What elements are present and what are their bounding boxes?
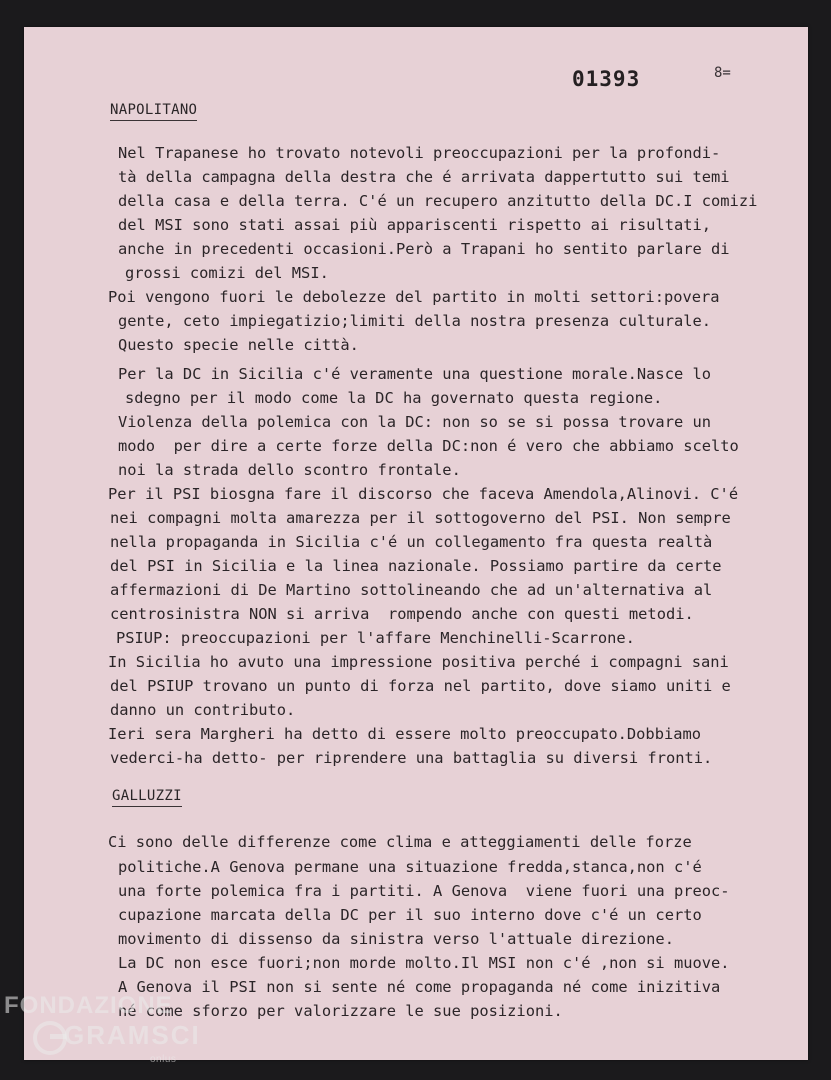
text-line: nella propaganda in Sicilia c'é un collegamento fra questa realtà [110, 533, 713, 551]
text-line: grossi comizi del MSI. [125, 264, 329, 282]
fondazione-gramsci-watermark [0, 990, 240, 1080]
text-line: PSIUP: preoccupazioni per l'affare Menchinelli-Scarrone. [116, 629, 635, 647]
text-line: nei compagni molta amarezza per il sottogoverno del PSI. Non sempre [110, 509, 731, 527]
text-line: né come sforzo per valorizzare le sue posizioni. [118, 1002, 563, 1020]
section-heading-napolitano: NAPOLITANO [110, 102, 197, 121]
gramsci-logo-icon [32, 1016, 68, 1056]
text-line: affermazioni di De Martino sottolineando che ad un'alternativa al [110, 581, 713, 599]
text-line: gente, ceto impiegatizio;limiti della nostra presenza culturale. [118, 312, 712, 330]
text-line: centrosinistra NON si arriva rompendo anche con questi metodi. [110, 605, 694, 623]
text-line: della casa e della terra. C'é un recupero anzitutto della DC.I comizi [118, 192, 758, 210]
text-line: noi la strada dello scontro frontale. [118, 461, 461, 479]
text-line: Ieri sera Margheri ha detto di essere molto preoccupato.Dobbiamo [108, 725, 702, 743]
text-line: Ci sono delle differenze come clima e atteggiamenti delle forze [108, 833, 692, 851]
text-line: del PSI in Sicilia e la linea nazionale. Possiamo partire da certe [110, 557, 722, 575]
document-page [24, 27, 808, 1060]
text-line: una forte polemica fra i partiti. A Genova viene fuori una preoc- [118, 882, 730, 900]
text-line: A Genova il PSI non si sente né come propaganda né come inizitiva [118, 978, 721, 996]
text-line: Per il PSI biosgna fare il discorso che faceva Amendola,Alinovi. C'é [108, 485, 739, 503]
watermark-line-1: FONDAZIONE [4, 992, 173, 1019]
text-line: danno un contributo. [110, 701, 296, 719]
text-line: modo per dire a certe forze della DC:non é vero che abbiamo scelto [118, 437, 739, 455]
page-mark: 8= [714, 65, 731, 81]
text-line: Poi vengono fuori le debolezze del partito in molti settori:povera [108, 288, 720, 306]
text-line: Per la DC in Sicilia c'é veramente una questione morale.Nasce lo [118, 365, 712, 383]
text-line: La DC non esce fuori;non morde molto.Il MSI non c'é ,non si muove. [118, 954, 730, 972]
text-line: cupazione marcata della DC per il suo interno dove c'é un certo [118, 906, 702, 924]
text-line: del MSI sono stati assai più appariscenti rispetto ai risultati, [118, 216, 712, 234]
watermark-line-3: onlus [150, 1054, 177, 1065]
text-line: Nel Trapanese ho trovato notevoli preoccupazioni per la profondi- [118, 144, 721, 162]
text-line: Violenza della polemica con la DC: non so se si possa trovare un [118, 413, 712, 431]
text-line: In Sicilia ho avuto una impressione positiva perché i compagni sani [108, 653, 729, 671]
text-line: vederci-ha detto- per riprendere una battaglia su diversi fronti. [110, 749, 713, 767]
section-heading-galluzzi: GALLUZZI [112, 788, 182, 807]
text-line: movimento di dissenso da sinistra verso l'attuale direzione. [118, 930, 674, 948]
text-line: politiche.A Genova permane una situazione fredda,stanca,non c'é [118, 858, 702, 876]
watermark-line-2: GRAMSCI [64, 1020, 201, 1050]
text-line: Questo specie nelle città. [118, 336, 359, 354]
text-line: del PSIUP trovano un punto di forza nel partito, dove siamo uniti e [110, 677, 731, 695]
document-number: 01393 [572, 67, 641, 91]
text-line: sdegno per il modo come la DC ha governato questa regione. [125, 389, 663, 407]
text-line: anche in precedenti occasioni.Però a Trapani ho sentito parlare di [118, 240, 730, 258]
text-line: tà della campagna della destra che é arrivata dappertutto sui temi [118, 168, 730, 186]
